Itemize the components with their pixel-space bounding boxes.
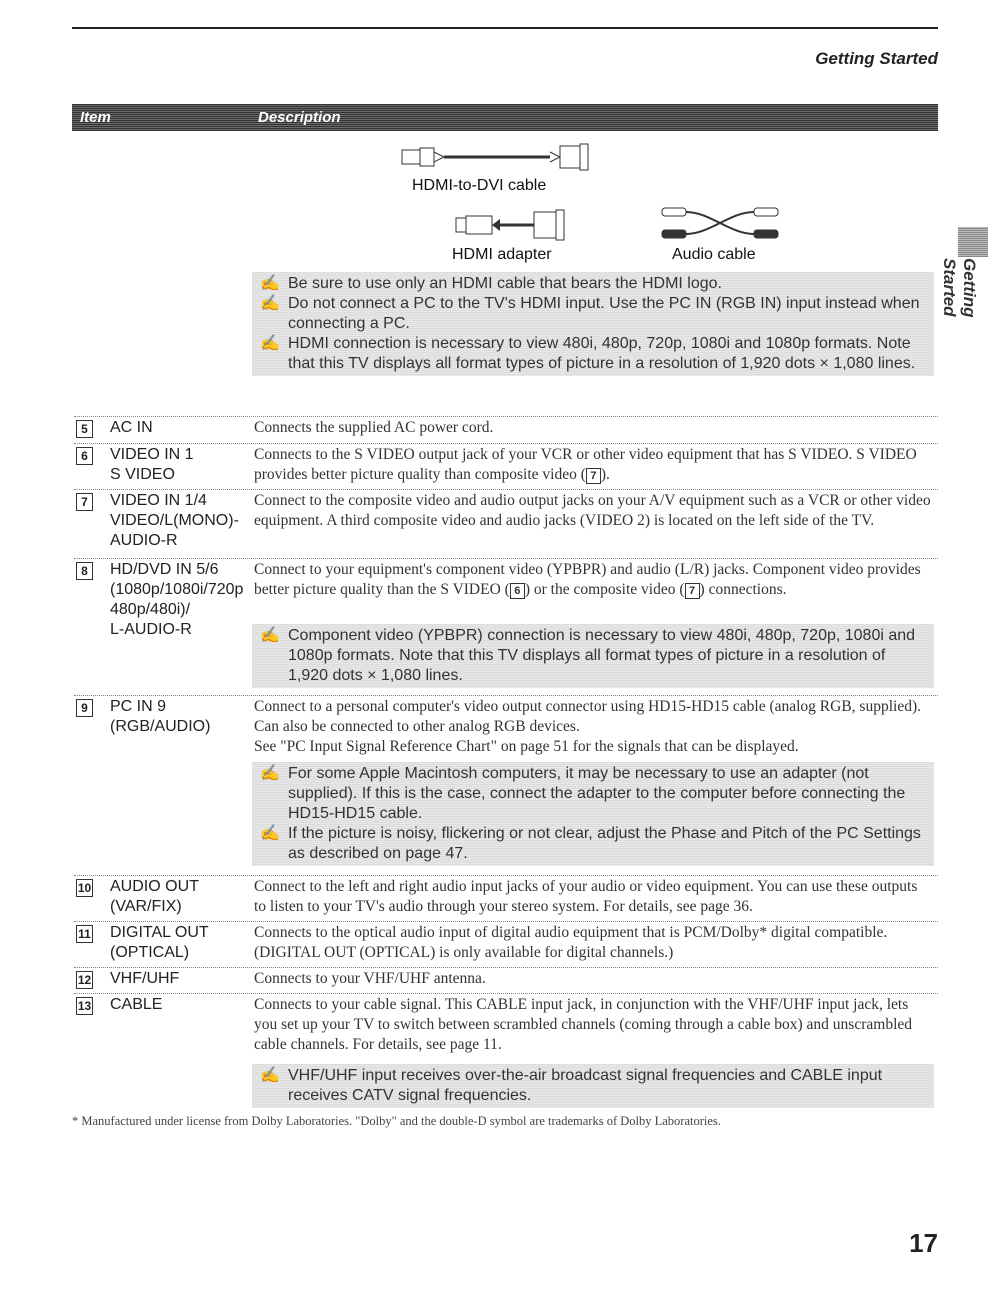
item-description: Connects the supplied AC power cord. xyxy=(254,419,494,436)
item-label: VIDEO IN 1 S VIDEO xyxy=(110,446,194,483)
note-item: ✍ HDMI connection is necessary to view 480i, 480p, 720p, 1080i and 1080p formats. Note that this TV displays all format types of picture in a resolution of 1,920 dots × 1,080 lines. xyxy=(260,335,916,372)
section-title: Getting Started xyxy=(815,49,938,68)
table-row xyxy=(74,443,938,488)
hdmi-dvi-cable-icon xyxy=(400,142,600,172)
note-item: ✍ Component video (YPBPR) connection is necessary to view 480i, 480p, 720p, 1080i and 1080p formats. Note that this TV displays all format types of picture in a resolution of 1,920 dots × 1,080 lines. xyxy=(260,627,916,684)
item-number: 12 xyxy=(77,973,92,987)
page-number: 17 xyxy=(909,1228,938,1258)
table-row xyxy=(74,489,938,558)
audio-cable-caption: Audio cable xyxy=(672,246,756,263)
item-number: 13 xyxy=(77,999,92,1013)
note-box-vhf xyxy=(252,1064,934,1108)
side-section-label: Getting Started xyxy=(940,258,979,318)
table-row xyxy=(74,967,938,994)
item-number: 9 xyxy=(76,699,93,717)
item-label: HD/DVD IN 5/6 (1080p/1080i/720p 480p/480i)/ L-AUDIO-R xyxy=(110,561,244,638)
item-description: Connect to the left and right audio input jacks of your audio or video equipment. You can use these outputs to listen to your TV's audio through your stereo system. For details, see page 36. xyxy=(254,878,918,915)
item-label: CABLE xyxy=(110,996,163,1013)
note-icon: ✍ xyxy=(260,765,280,782)
item-label: PC IN 9 (RGB/AUDIO) xyxy=(110,698,211,735)
item-label: VHF/UHF xyxy=(110,970,180,987)
item-number: 6 xyxy=(76,447,93,465)
note-item: ✍ Do not connect a PC to the TV's HDMI input. Use the PC IN (RGB IN) input instead when connecting a PC. xyxy=(260,295,920,332)
hdmi-dvi-caption: HDMI-to-DVI cable xyxy=(412,177,547,194)
note-item: ✍ VHF/UHF input receives over-the-air broadcast signal frequencies and CABLE input receives CATV signal frequencies. xyxy=(260,1067,883,1104)
item-label: AUDIO OUT (VAR/FIX) xyxy=(110,878,199,915)
note-item: ✍ Be sure to use only an HDMI cable that bears the HDMI logo. xyxy=(260,275,722,292)
note-box-component xyxy=(252,624,934,688)
note-icon: ✍ xyxy=(260,1067,280,1084)
item-label: DIGITAL OUT (OPTICAL) xyxy=(110,924,209,961)
note-icon: ✍ xyxy=(260,275,280,292)
item-description: Connects to the optical audio input of digital audio equipment that is PCM/Dolby* digital compatible. (DIGITAL OUT (OPTICAL) is only available for digital channels.) xyxy=(254,924,888,961)
item-number: 10 xyxy=(77,881,92,895)
item-description: Connect to a personal computer's video output connector using HD15-HD15 cable (analog RGB, supplied). Can also be connected to other analog RGB devices. See "PC Input Signal Reference Chart" on page 51 for the signals that can be displayed. xyxy=(254,698,921,755)
note-item: ✍ For some Apple Macintosh computers, it may be necessary to use an adapter (not supplied). If this is the case, connect the adapter to the computer before connecting the HD15-HD15 cable. xyxy=(260,765,906,822)
table-row xyxy=(74,921,938,966)
audio-cable-icon xyxy=(660,204,780,244)
table-header xyxy=(72,104,938,131)
note-icon: ✍ xyxy=(260,335,280,352)
table-row xyxy=(74,875,938,920)
table-row xyxy=(74,416,938,443)
note-icon: ✍ xyxy=(260,295,280,312)
note-icon: ✍ xyxy=(260,825,280,842)
note-box-pc xyxy=(252,762,934,866)
note-box-hdmi xyxy=(252,272,934,376)
ref-number: 7 xyxy=(586,468,601,484)
header-item: Item xyxy=(80,109,111,126)
hdmi-adapter-caption: HDMI adapter xyxy=(452,246,552,263)
ref-number: 6 xyxy=(510,583,525,599)
item-description: Connects to your VHF/UHF antenna. xyxy=(254,970,486,987)
item-description: Connects to your cable signal. This CABLE input jack, in conjunction with the VHF/UHF input jack, lets you set up your TV to switch between scrambled channels (coming through a cable box) and unscrambled cable channels. For details, see page 11. xyxy=(254,996,913,1053)
note-item: ✍ If the picture is noisy, flickering or not clear, adjust the Phase and Pitch of the PC Settings as described on page 47. xyxy=(260,825,921,862)
item-number: 5 xyxy=(76,420,93,438)
hdmi-adapter-icon xyxy=(454,208,584,242)
item-number: 11 xyxy=(76,925,93,943)
note-icon: ✍ xyxy=(260,627,280,644)
header-description: Description xyxy=(258,109,341,126)
top-rule xyxy=(72,27,938,29)
item-description: Connect to the composite video and audio output jacks on your A/V equipment such as a VCR or other video equipment. A third composite video and audio jacks (VIDEO 2) is located on the left side of the TV. xyxy=(254,492,931,529)
item-description: Connect to your equipment's component video (YPBPR) and audio (L/R) jacks. Component video provides better picture quality than the S VIDEO ( 6 ) or the composite video ( 7 ) connections. xyxy=(254,561,921,598)
item-number: 8 xyxy=(76,562,93,580)
item-label: AC IN xyxy=(110,419,153,436)
footnote: * Manufactured under license from Dolby Laboratories. "Dolby" and the double-D symbol are trademarks of Dolby Laboratories. xyxy=(72,1114,721,1128)
item-description: Connects to the S VIDEO output jack of your VCR or other video equipment that has S VIDEO. S VIDEO provides better picture quality than composite video ( 7 ). xyxy=(254,446,917,483)
item-label: VIDEO IN 1/4 VIDEO/L(MONO)- AUDIO-R xyxy=(110,492,239,549)
side-tab-marker xyxy=(958,227,988,257)
item-number: 7 xyxy=(76,493,93,511)
ref-number: 7 xyxy=(685,583,700,599)
